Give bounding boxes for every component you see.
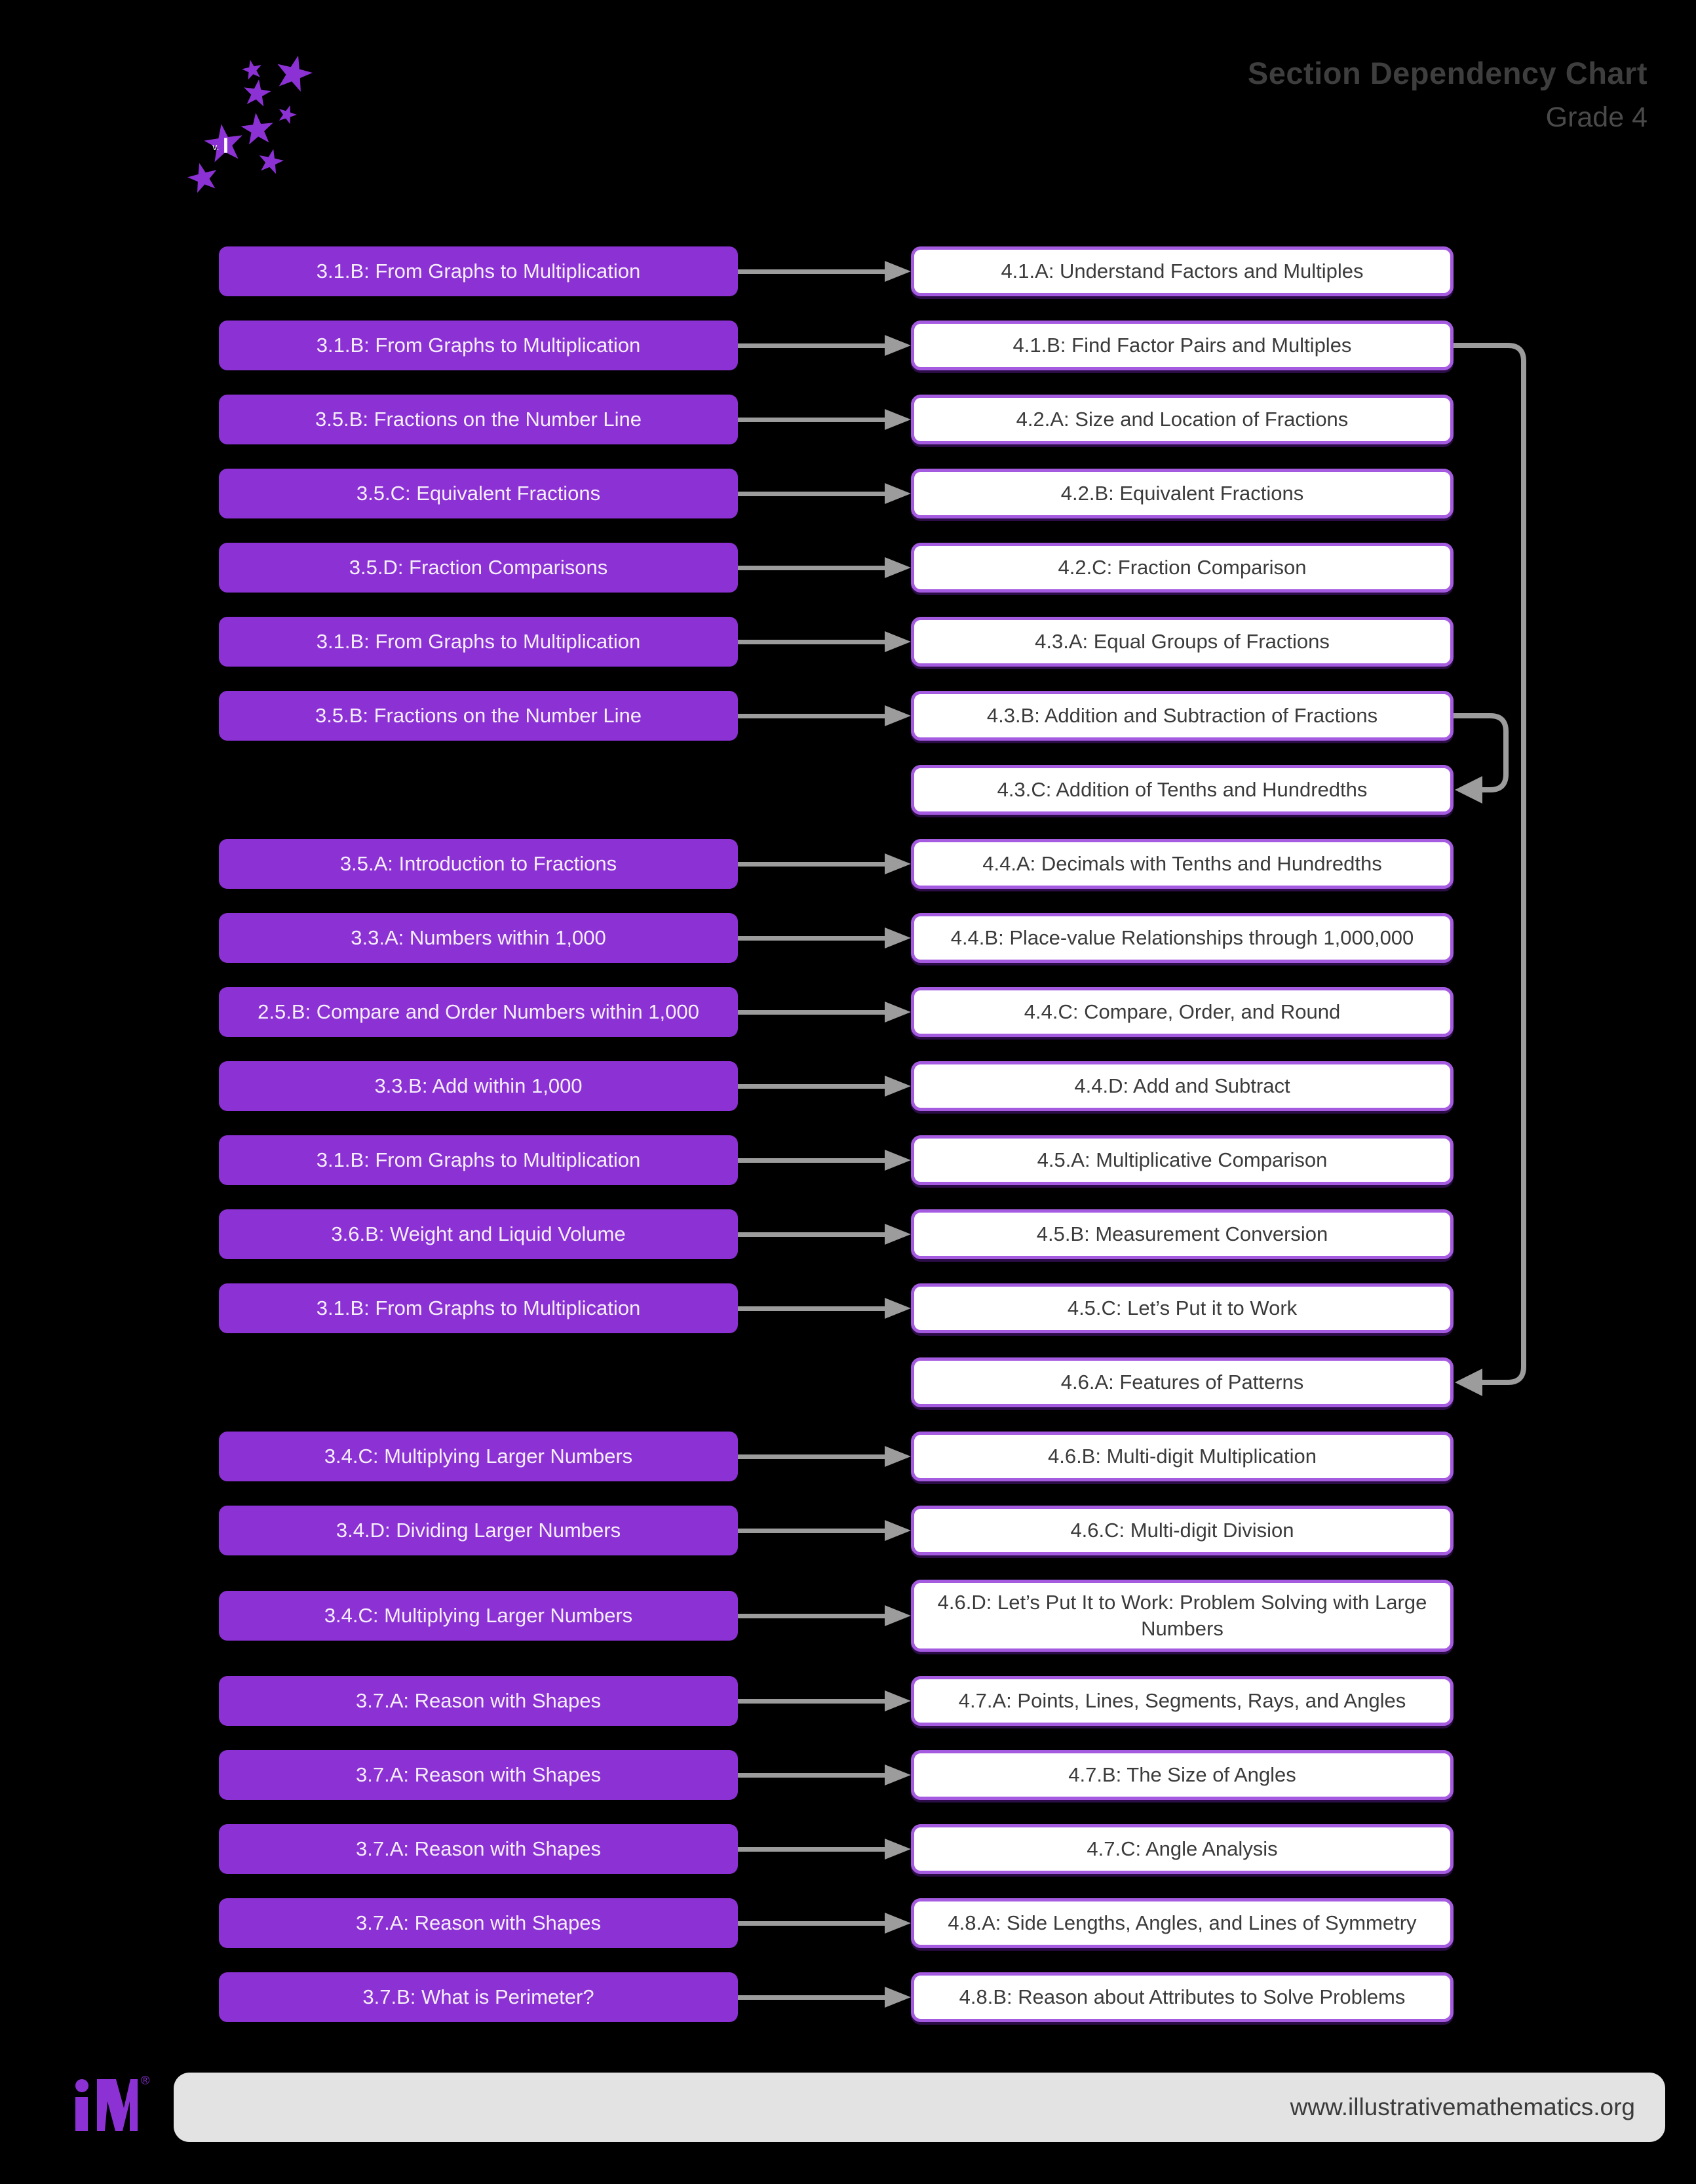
prerequisite-box [219, 395, 738, 444]
dependency-arrow-icon [738, 1150, 911, 1171]
dependency-row [0, 1432, 1696, 1481]
section-label: 4.2.A: Size and Location of Fractions [1016, 408, 1349, 431]
prerequisite-box [219, 1283, 738, 1333]
dependency-arrow-icon [738, 1446, 911, 1467]
section-label: 4.7.B: The Size of Angles [1068, 1763, 1296, 1787]
prerequisite-label: 3.7.B: What is Perimeter? [362, 1985, 594, 2008]
prerequisite-box [219, 1061, 738, 1111]
dependency-row [0, 617, 1696, 667]
dependency-arrow-icon [738, 853, 911, 874]
prerequisite-label: 3.5.D: Fraction Comparisons [349, 556, 608, 579]
section-box [911, 1972, 1454, 2022]
section-label: 4.7.A: Points, Lines, Segments, Rays, and Angles [958, 1689, 1406, 1713]
section-label: 4.3.A: Equal Groups of Fractions [1035, 630, 1330, 653]
section-box [911, 469, 1454, 518]
section-label: 4.6.A: Features of Patterns [1060, 1371, 1304, 1394]
dependency-row [0, 1676, 1696, 1726]
prerequisite-box [219, 543, 738, 593]
dependency-row [0, 1898, 1696, 1948]
prerequisite-label: 3.1.B: From Graphs to Multiplication [316, 1297, 641, 1319]
dependency-arrow-icon [738, 1002, 911, 1023]
registered-trademark-icon: ® [141, 2074, 150, 2087]
prerequisite-box [219, 1591, 738, 1641]
dependency-row [0, 1750, 1696, 1800]
dependency-row [0, 321, 1696, 370]
prerequisite-label: 3.7.A: Reason with Shapes [356, 1689, 601, 1712]
dependency-arrow-icon [738, 1076, 911, 1097]
section-box [911, 395, 1454, 444]
prerequisite-label: 3.7.A: Reason with Shapes [356, 1911, 601, 1934]
prerequisite-box [219, 617, 738, 667]
prerequisite-box [219, 1824, 738, 1874]
section-label: 4.3.C: Addition of Tenths and Hundredths [997, 778, 1368, 802]
section-box [911, 1432, 1454, 1481]
prerequisite-box [219, 1972, 738, 2022]
prerequisite-box [219, 1750, 738, 1800]
section-box [911, 1750, 1454, 1800]
prerequisite-label: 3.5.B: Fractions on the Number Line [315, 704, 642, 727]
dependency-row [0, 691, 1696, 741]
section-label: 4.4.D: Add and Subtract [1074, 1074, 1290, 1098]
page-subtitle: Grade 4 [1545, 102, 1648, 133]
dependency-arrow-icon [738, 1987, 911, 2008]
dependency-arrow-icon [738, 335, 911, 356]
section-box [911, 1283, 1454, 1333]
section-box [911, 1209, 1454, 1259]
section-box [911, 913, 1454, 963]
prerequisite-label: 3.1.B: From Graphs to Multiplication [316, 1148, 641, 1171]
im-footer-logo [67, 2065, 179, 2145]
star-icon [185, 51, 316, 194]
section-label: 4.8.B: Reason about Attributes to Solve Problems [959, 1985, 1406, 2009]
dependency-row [0, 765, 1696, 815]
dependency-arrow-icon [738, 1913, 911, 1934]
section-box [911, 1135, 1454, 1185]
section-label: 4.4.B: Place-value Relationships through 1,000,000 [950, 926, 1414, 950]
prerequisite-label: 3.3.A: Numbers within 1,000 [351, 926, 606, 949]
dependency-arrow-icon [738, 705, 911, 726]
section-box [911, 765, 1454, 815]
footer-url: www.illustrativemathematics.org [1290, 2094, 1635, 2120]
dependency-row [0, 1135, 1696, 1185]
section-box [911, 1357, 1454, 1407]
section-label: 4.4.A: Decimals with Tenths and Hundredths [982, 852, 1382, 876]
prerequisite-box [219, 1676, 738, 1726]
dependency-arrow-icon [738, 1224, 911, 1245]
prerequisite-label: 3.5.B: Fractions on the Number Line [315, 408, 642, 431]
section-box [911, 1061, 1454, 1111]
dependency-arrow-icon [738, 483, 911, 504]
header [1248, 55, 1648, 134]
dependency-row [0, 1357, 1696, 1407]
section-box [911, 321, 1454, 370]
section-box [911, 246, 1454, 296]
section-label: 4.5.C: Let’s Put it to Work [1067, 1297, 1298, 1320]
section-box [911, 1580, 1454, 1652]
prerequisite-box [219, 1506, 738, 1555]
prerequisite-box [219, 839, 738, 889]
prerequisite-box [219, 469, 738, 518]
section-label: 4.1.B: Find Factor Pairs and Multiples [1012, 334, 1352, 357]
prerequisite-box [219, 1135, 738, 1185]
prerequisite-label: 3.7.A: Reason with Shapes [356, 1837, 601, 1860]
section-label: 4.4.C: Compare, Order, and Round [1024, 1000, 1341, 1024]
dependency-row [0, 987, 1696, 1037]
dependency-arrow-icon [738, 927, 911, 948]
dependency-row [0, 1283, 1696, 1333]
prerequisite-label: 3.3.B: Add within 1,000 [374, 1074, 583, 1097]
prerequisite-label: 3.1.B: From Graphs to Multiplication [316, 630, 641, 653]
dependency-arrow-icon [738, 1298, 911, 1319]
section-box [911, 1824, 1454, 1874]
section-box [911, 1506, 1454, 1555]
footer-bar [174, 2073, 1665, 2142]
section-label: 4.3.B: Addition and Subtraction of Fractions [986, 704, 1378, 728]
section-box [911, 543, 1454, 593]
dependency-arrow-icon [738, 557, 911, 578]
im-stars-logo [182, 41, 334, 201]
dependency-row [0, 913, 1696, 963]
dependency-row [0, 543, 1696, 593]
prerequisite-label: 3.4.D: Dividing Larger Numbers [336, 1519, 621, 1542]
dependency-row [0, 1061, 1696, 1111]
prerequisite-label: 3.4.C: Multiplying Larger Numbers [324, 1445, 633, 1468]
section-box [911, 1676, 1454, 1726]
section-label: 4.5.A: Multiplicative Comparison [1037, 1148, 1328, 1172]
dependency-row [0, 839, 1696, 889]
section-box [911, 617, 1454, 667]
dependency-arrow-icon [738, 1520, 911, 1541]
section-label: 4.2.B: Equivalent Fractions [1060, 482, 1304, 505]
prerequisite-box [219, 1432, 738, 1481]
dependency-row [0, 1824, 1696, 1874]
section-box [911, 691, 1454, 741]
section-label: 4.6.D: Let’s Put It to Work: Problem Solving with Large Numbers [937, 1591, 1427, 1640]
dependency-arrow-icon [738, 409, 911, 430]
prerequisite-label: 3.1.B: From Graphs to Multiplication [316, 260, 641, 283]
dependency-row [0, 1209, 1696, 1259]
dependency-row [0, 246, 1696, 296]
prerequisite-label: 3.1.B: From Graphs to Multiplication [316, 334, 641, 357]
section-label: 4.7.C: Angle Analysis [1087, 1837, 1278, 1861]
section-label: 4.8.A: Side Lengths, Angles, and Lines of Symmetry [948, 1911, 1417, 1935]
dependency-arrow-icon [738, 1690, 911, 1711]
prerequisite-box [219, 913, 738, 963]
logo-version-glyph: I [223, 134, 229, 157]
prerequisite-label: 2.5.B: Compare and Order Numbers within 1,000 [258, 1000, 699, 1023]
logo-version-prefix: v. [212, 142, 220, 153]
dependency-row [0, 469, 1696, 518]
prerequisite-box [219, 987, 738, 1037]
prerequisite-box [219, 321, 738, 370]
dependency-arrow-icon [738, 261, 911, 282]
section-box [911, 987, 1454, 1037]
dependency-row [0, 395, 1696, 444]
prerequisite-box [219, 1898, 738, 1948]
dependency-row [0, 1580, 1696, 1652]
section-label: 4.6.C: Multi-digit Division [1070, 1519, 1294, 1542]
section-label: 4.1.A: Understand Factors and Multiples [1001, 260, 1364, 283]
dependency-arrow-icon [738, 1605, 911, 1626]
section-label: 4.6.B: Multi-digit Multiplication [1047, 1445, 1317, 1468]
dependency-arrow-icon [738, 631, 911, 652]
prerequisite-label: 3.5.C: Equivalent Fractions [356, 482, 601, 505]
dependency-row [0, 1506, 1696, 1555]
section-box [911, 839, 1454, 889]
section-label: 4.2.C: Fraction Comparison [1058, 556, 1307, 579]
dependency-arrow-icon [738, 1839, 911, 1860]
page-title: Section Dependency Chart [1247, 56, 1648, 90]
dependency-row [0, 1972, 1696, 2022]
prerequisite-box [219, 1209, 738, 1259]
prerequisite-label: 3.4.C: Multiplying Larger Numbers [324, 1604, 633, 1627]
prerequisite-box [219, 246, 738, 296]
prerequisite-box [219, 691, 738, 741]
section-box [911, 1898, 1454, 1948]
prerequisite-label: 3.7.A: Reason with Shapes [356, 1763, 601, 1786]
prerequisite-label: 3.6.B: Weight and Liquid Volume [331, 1222, 626, 1245]
dependency-arrow-icon [738, 1765, 911, 1785]
section-label: 4.5.B: Measurement Conversion [1036, 1222, 1328, 1246]
prerequisite-label: 3.5.A: Introduction to Fractions [339, 852, 617, 875]
